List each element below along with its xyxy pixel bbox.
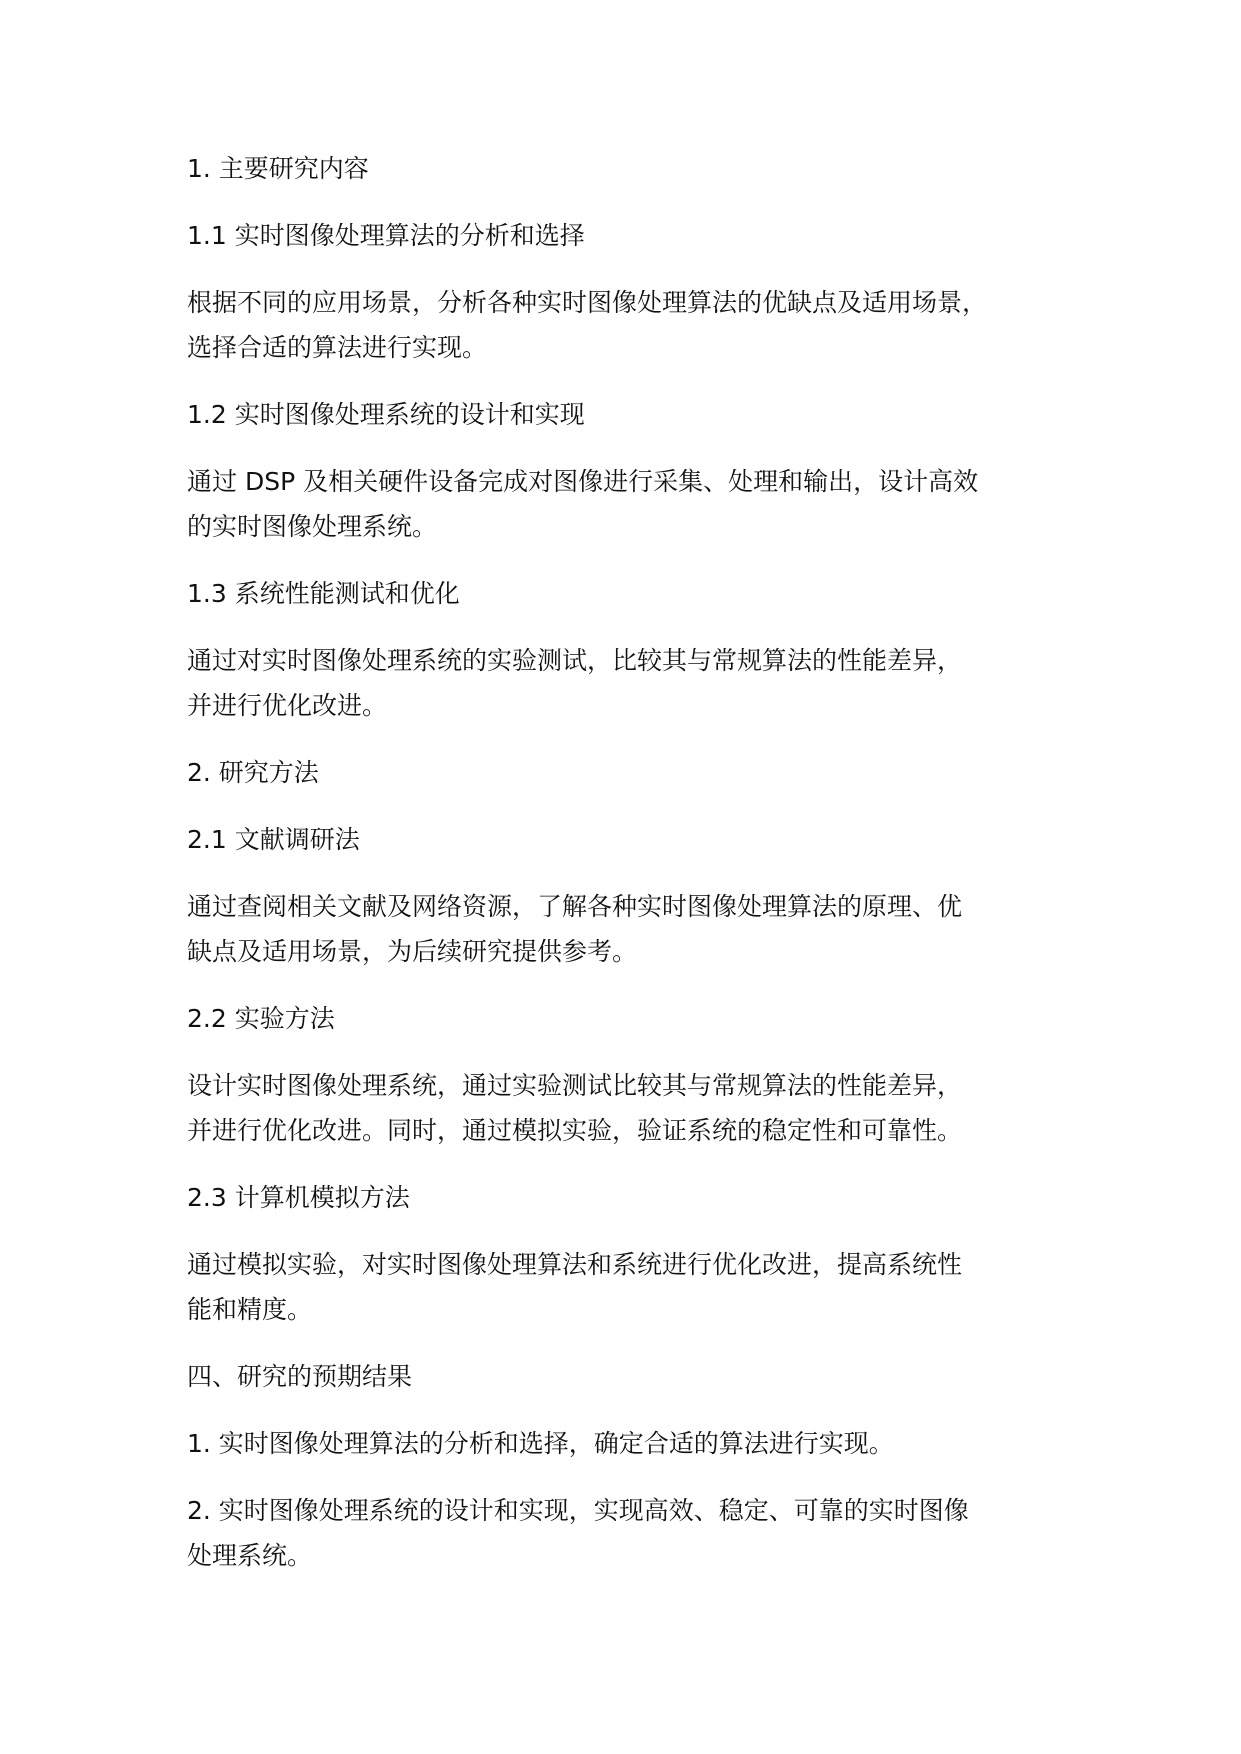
text-line: 的实时图像处理系统。 xyxy=(187,512,438,541)
body-paragraph xyxy=(187,1063,1087,1153)
section-heading xyxy=(187,996,1087,1041)
text-line: 通过对实时图像处理系统的实验测试，比较其与常规算法的性能差异， xyxy=(187,646,963,675)
body-paragraph xyxy=(187,1488,1087,1578)
text-line: 通过查阅相关文献及网络资源，了解各种实时图像处理算法的原理、优 xyxy=(187,892,963,921)
section-heading xyxy=(187,571,1087,616)
section-heading xyxy=(187,750,1087,795)
text-line: 根据不同的应用场景，分析各种实时图像处理算法的优缺点及适用场景， xyxy=(187,288,988,317)
section-heading xyxy=(187,1175,1087,1220)
text-line: 2.3 计算机模拟方法 xyxy=(187,1183,410,1212)
text-line: 1. 主要研究内容 xyxy=(187,154,369,183)
text-line: 2. 实时图像处理系统的设计和实现，实现高效、稳定、可靠的实时图像 xyxy=(187,1496,969,1525)
text-line: 选择合适的算法进行实现。 xyxy=(187,333,488,362)
text-line: 处理系统。 xyxy=(187,1541,313,1570)
text-line: 1.1 实时图像处理算法的分析和选择 xyxy=(187,221,585,250)
body-paragraph xyxy=(187,884,1087,974)
text-line: 1. 实时图像处理算法的分析和选择，确定合适的算法进行实现。 xyxy=(187,1429,894,1458)
text-line: 设计实时图像处理系统，通过实验测试比较其与常规算法的性能差异， xyxy=(187,1071,963,1100)
text-line: 四、研究的预期结果 xyxy=(187,1362,413,1391)
text-line: 1.3 系统性能测试和优化 xyxy=(187,579,460,608)
text-line: 通过 DSP 及相关硬件设备完成对图像进行采集、处理和输出，设计高效 xyxy=(187,467,979,496)
body-paragraph xyxy=(187,1421,1087,1466)
body-paragraph xyxy=(187,459,1087,549)
section-heading xyxy=(187,146,1087,191)
section-heading xyxy=(187,392,1087,437)
text-line: 1.2 实时图像处理系统的设计和实现 xyxy=(187,400,585,429)
text-line: 通过模拟实验，对实时图像处理算法和系统进行优化改进，提高系统性 xyxy=(187,1250,963,1279)
text-line: 2.1 文献调研法 xyxy=(187,825,360,854)
section-heading xyxy=(187,1354,1087,1399)
body-paragraph xyxy=(187,280,1087,370)
text-line: 并进行优化改进。 xyxy=(187,691,388,720)
text-line: 2. 研究方法 xyxy=(187,758,319,787)
document-body xyxy=(187,146,1087,1600)
text-line: 缺点及适用场景，为后续研究提供参考。 xyxy=(187,937,638,966)
section-heading xyxy=(187,213,1087,258)
body-paragraph xyxy=(187,1242,1087,1332)
text-line: 能和精度。 xyxy=(187,1295,313,1324)
section-heading xyxy=(187,817,1087,862)
text-line: 2.2 实验方法 xyxy=(187,1004,335,1033)
body-paragraph xyxy=(187,638,1087,728)
text-line: 并进行优化改进。同时，通过模拟实验，验证系统的稳定性和可靠性。 xyxy=(187,1116,963,1145)
